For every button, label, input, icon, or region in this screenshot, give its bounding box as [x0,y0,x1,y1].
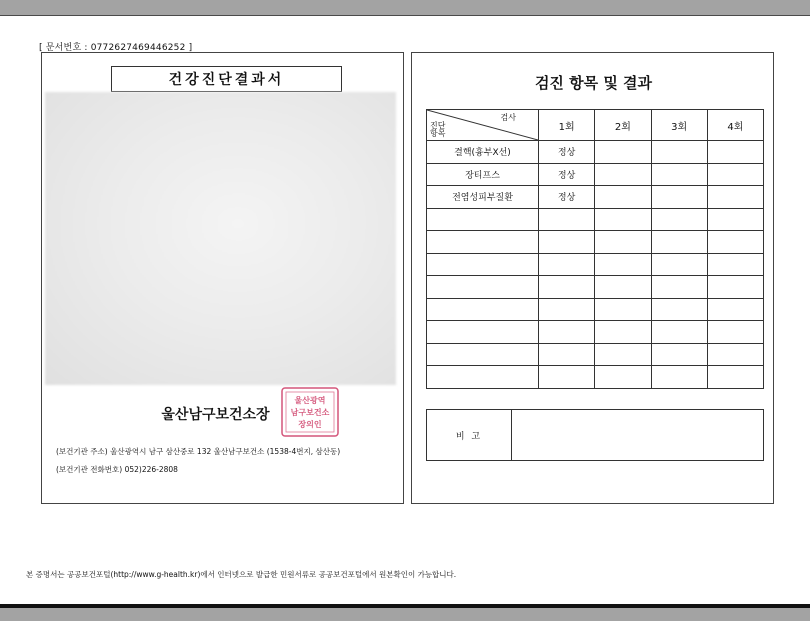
round-header-1: 1회 [539,110,595,141]
header-item-label-2: 항목 [430,129,446,138]
svg-text:남구보건소: 남구보건소 [290,408,330,417]
result-cell [707,298,763,321]
round-header-3: 3회 [651,110,707,141]
result-cell [707,208,763,231]
result-cell [595,276,651,299]
result-cell [707,276,763,299]
result-cell [651,253,707,276]
result-cell: 정상 [539,163,595,186]
result-cell [707,163,763,186]
result-cell [651,208,707,231]
result-cell [595,163,651,186]
svg-text:울산광역: 울산광역 [294,396,326,405]
table-row [427,276,764,299]
remarks-label: 비 고 [427,410,512,460]
table-row [427,321,764,344]
result-cell [707,141,763,164]
exam-item-cell [427,208,539,231]
result-cell [707,343,763,366]
result-cell [707,186,763,209]
result-cell [651,141,707,164]
round-header-2: 2회 [595,110,651,141]
result-cell [595,231,651,254]
result-cell [595,186,651,209]
footer-notice: 본 증명서는 공공보건포털(http://www.g-health.kr)에서 인터넷으로 발급한 민원서류로 공공보건포털에서 원본확인이 가능합니다. [26,570,457,579]
result-cell [595,253,651,276]
blurred-photo-area [45,92,396,385]
diagonal-header-cell [427,110,539,141]
table-row [427,298,764,321]
result-cell [539,366,595,389]
result-cell [651,298,707,321]
result-cell [539,208,595,231]
document-number: [ 문서번호 : 0772627469446252 ] [39,43,193,53]
result-cell [539,321,595,344]
result-cell: 정상 [539,141,595,164]
issuer-phone: (보건기관 전화번호) 052)226-2808 [56,465,178,474]
table-row [427,163,764,186]
result-cell: 정상 [539,186,595,209]
document-page [0,16,810,604]
result-cell [539,276,595,299]
issuer-name-text: 울산남구보건소장 [161,407,270,423]
result-cell [651,186,707,209]
exam-item-cell [427,231,539,254]
result-cell [595,208,651,231]
result-cell [651,366,707,389]
round-header-4: 4회 [707,110,763,141]
exam-item-cell [427,298,539,321]
viewer-top-bar [0,0,810,16]
table-row [427,366,764,389]
table-row [427,253,764,276]
result-cell [539,343,595,366]
table-row [427,141,764,164]
results-panel [411,52,774,504]
exam-item-cell: 장티프스 [427,163,539,186]
result-cell [595,343,651,366]
result-cell [539,253,595,276]
viewer-bottom-bar [0,604,810,621]
remarks-box [426,409,764,461]
exam-item-cell: 결핵(흉부X선) [427,141,539,164]
exam-item-cell [427,366,539,389]
result-cell [651,343,707,366]
result-cell [539,231,595,254]
certificate-title: 건강진단결과서 [111,66,342,92]
exam-item-cell [427,276,539,299]
issuer-name [42,404,405,424]
results-table [426,109,764,389]
exam-item-cell [427,321,539,344]
table-row [427,231,764,254]
result-cell [651,276,707,299]
result-cell [595,366,651,389]
results-title: 검진 항목 및 결과 [534,74,653,92]
issuer-address: (보건기관 주소) 울산광역시 남구 삼산중로 132 울산남구보건소 (1538-4번지, 삼산동) [56,447,341,456]
header-item-label-1: 진단 [430,121,446,130]
header-item-label [430,122,445,138]
result-cell [539,298,595,321]
result-cell [595,321,651,344]
result-cell [651,163,707,186]
result-cell [707,366,763,389]
result-cell [651,321,707,344]
exam-item-cell [427,343,539,366]
table-row [427,186,764,209]
result-cell [595,141,651,164]
certificate-panel [41,52,404,504]
result-cell [707,231,763,254]
result-cell [595,298,651,321]
table-row [427,343,764,366]
header-exam-label: 검사 [500,113,516,122]
official-seal-stamp [279,386,341,438]
result-cell [707,253,763,276]
svg-text:장의인: 장의인 [298,420,322,429]
result-cell [651,231,707,254]
table-row [427,208,764,231]
exam-item-cell: 전염성피부질환 [427,186,539,209]
results-header-row [427,110,764,141]
exam-item-cell [427,253,539,276]
result-cell [707,321,763,344]
